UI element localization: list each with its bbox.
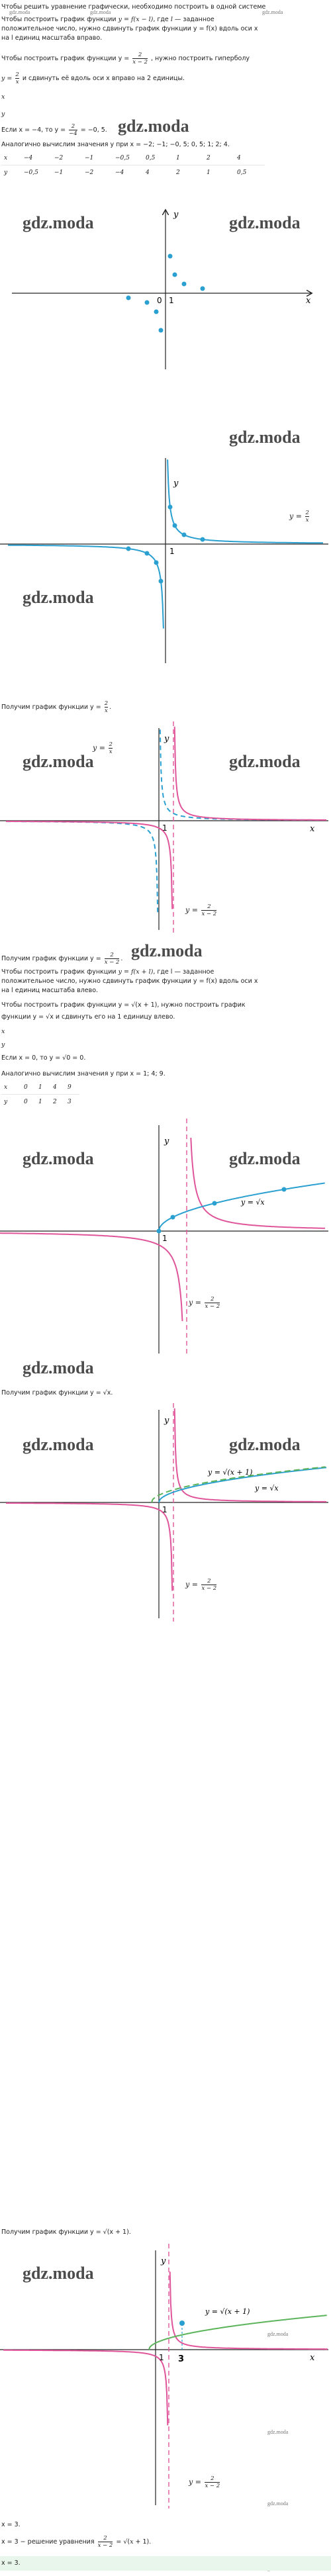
shifted-hyperbola-label: y = $\frac{2}{x - 2}$ xyxy=(189,1296,220,1310)
value-point xyxy=(145,300,150,305)
sqrt-analog-line: Аналогично вычислим значения y при x = 1; 4; 9. xyxy=(1,1070,166,1078)
watermark: gdz.moda xyxy=(229,752,301,771)
fraction-2-over-minus4: $\frac{2}{-4}$ xyxy=(69,123,77,137)
graph-hyperbola xyxy=(0,451,331,670)
shifted-hyperbola xyxy=(3,2272,328,2425)
intro-line-1: Чтобы решить уравнение графически, необходимо построить в одной системе xyxy=(1,3,266,11)
answer-statement-line: x = 3 − решение уравнения $\frac{2}{x - 2}$ = √(x + 1). xyxy=(1,2535,152,2549)
intro-line-4: на l единиц масштаба вправо. xyxy=(1,34,103,42)
watermark: gdz.moda xyxy=(229,1435,301,1454)
result-sqrt-line: Получим график функции y = √x. xyxy=(1,1389,113,1397)
sqrt-label: y = √x xyxy=(241,1198,265,1207)
col-label-y: y xyxy=(1,111,5,118)
col-label-y: y xyxy=(1,1041,5,1048)
watermark: gdz.moda xyxy=(267,2429,289,2435)
intro-line-3: положительное число, нужно сдвинуть график функции y = f(x) вдоль оси x xyxy=(1,25,258,32)
values-table-hyperbola: x −4 −2 −1 −0,5 0,5 1 2 4 y −0,5 −1 −2 −4 4 2 1 0,5 xyxy=(1,151,265,179)
unit-label: 1 xyxy=(169,296,174,305)
analog-line: Аналогично вычислим значения y при x = −2; −1; −0, 5; 0, 5; 1; 2; 4. xyxy=(1,141,230,148)
value-point xyxy=(145,551,150,556)
sqrt-rule-line-3: на l единиц масштаба влево. xyxy=(1,987,99,994)
shifted-sqrt-label: y = √(x + 1) xyxy=(205,2307,250,2316)
result-hyperbola-line: Получим график функции y = $\frac{2}{x}$ . xyxy=(1,700,112,714)
intro-line-2: Чтобы построить график функции y = f(x − l), где l — заданное xyxy=(1,16,214,23)
unit-label: 1 xyxy=(159,2353,164,2362)
shifted-hyperbola-label: y = $\frac{2}{x - 2}$ xyxy=(189,2475,220,2489)
watermark: gdz.moda xyxy=(23,588,94,607)
shifted-hyperbola-label: y = $\frac{2}{x - 2}$ xyxy=(185,903,217,917)
col-label-x: x xyxy=(1,93,5,101)
sqrt-rule-line-2: положительное число, нужно сдвинуть график функции y = f(x) вдоль оси x xyxy=(1,978,258,985)
value-point xyxy=(201,537,205,542)
watermark: gdz.moda xyxy=(23,2264,94,2283)
y-axis-label: y xyxy=(164,734,169,744)
values-table-sqrt: x 0 1 4 9 y 0 1 2 3 xyxy=(1,1080,79,1109)
result-shift-line: Получим график функции y = $\frac{2}{x - 2}$ . xyxy=(1,952,123,966)
hyperbola-label: y = $\frac{2}{x}$ xyxy=(289,510,309,524)
shifted-hyperbola-label: y = $\frac{2}{x - 2}$ xyxy=(185,1578,217,1592)
hyperbola-label: y = $\frac{2}{x}$ xyxy=(93,741,113,755)
value-point xyxy=(168,254,173,259)
answer-highlight xyxy=(0,2556,331,2571)
shifted-sqrt-label: y = √(x + 1) xyxy=(208,1468,253,1477)
watermark: gdz.moda xyxy=(229,1149,301,1168)
fraction-2-over-x-2: $\frac{2}{x - 2}$ xyxy=(132,52,148,66)
intersection-point xyxy=(179,2321,185,2326)
x-axis-label: x xyxy=(310,2353,315,2363)
value-point xyxy=(182,533,187,537)
value-point xyxy=(171,1215,175,1220)
value-point xyxy=(154,561,159,565)
watermark: gdz.moda xyxy=(23,1435,94,1454)
x-axis-label: x xyxy=(306,296,311,306)
watermark: gdz.moda xyxy=(131,941,203,960)
unit-label: 1 xyxy=(162,1505,167,1514)
value-point xyxy=(201,287,205,291)
watermark: gdz.moda xyxy=(118,116,189,136)
value-point xyxy=(282,1187,287,1192)
fraction-2-over-x: $\frac{2}{x}$ xyxy=(15,71,19,85)
sqrt-plan-line-2: функции y = √x и сдвинуть его на 1 единицу влево. xyxy=(1,1013,175,1021)
unit-label: 1 xyxy=(162,1234,167,1243)
value-point xyxy=(182,282,187,287)
value-point xyxy=(159,328,164,333)
unit-label: 1 xyxy=(162,823,167,833)
col-label-x: x xyxy=(1,1028,5,1035)
watermark: gdz.moda xyxy=(90,9,111,15)
sqrt-plan-line-1: Чтобы построить график функции y = √(x + 1), нужно построить график xyxy=(1,1001,246,1009)
sqrt-label: y = √x xyxy=(255,1484,279,1493)
watermark: gdz.moda xyxy=(23,752,94,771)
y-axis-label: y xyxy=(173,479,179,488)
final-answer: x = 3. xyxy=(1,2559,21,2567)
result-sqrt-shift-line: Получим график функции y = √(x + 1). xyxy=(1,2229,131,2236)
unit-label: 1 xyxy=(169,547,175,556)
y-axis-label: y xyxy=(161,2256,166,2266)
value-point xyxy=(173,524,177,528)
value-point xyxy=(154,310,159,314)
calc-line: Если x = −4, то y = $\frac{2}{-4}$ = −0, 5. xyxy=(1,123,107,137)
y-axis-label: y xyxy=(164,1416,169,1426)
watermark: gdz.moda xyxy=(262,9,283,15)
watermark: gdz.moda xyxy=(267,2331,289,2337)
solution-x-label: 3 xyxy=(178,2354,185,2364)
value-point xyxy=(213,1201,217,1206)
value-point xyxy=(157,1229,162,1234)
watermark: gdz.moda xyxy=(9,9,30,15)
answer-x-line: x = 3. xyxy=(1,2521,21,2528)
hyp-shift-line: Чтобы построить график функции y = $\frac{2}{x - 2}$ , нужно построить гиперболу xyxy=(1,52,250,66)
x-axis-label: x xyxy=(310,824,315,834)
shifted-sqrt-curve xyxy=(149,2315,327,2350)
value-point xyxy=(126,296,131,300)
sqrt-calc-line: Если x = 0, то y = √0 = 0. xyxy=(1,1054,86,1062)
y-axis-label: y xyxy=(173,210,179,220)
watermark: gdz.moda xyxy=(23,1149,94,1168)
value-point xyxy=(126,547,131,551)
value-point xyxy=(168,505,173,510)
y-axis-label: y xyxy=(164,1136,169,1146)
value-point xyxy=(173,273,177,277)
value-point xyxy=(159,579,164,584)
watermark: gdz.moda xyxy=(267,2501,289,2507)
watermark: gdz.moda xyxy=(229,213,301,232)
graph-solution xyxy=(0,2244,331,2508)
sqrt-rule-line-1: Чтобы построить график функции y = f(x + l), где l — заданное xyxy=(1,968,214,976)
watermark: gdz.moda xyxy=(23,1358,94,1377)
watermark: gdz.moda xyxy=(229,428,301,447)
watermark: gdz.moda xyxy=(23,213,94,232)
hyp-base-line: y = $\frac{2}{x}$ и сдвинуть её вдоль оси x вправо на 2 единицы. xyxy=(1,71,185,85)
origin-label: 0 xyxy=(157,296,162,305)
